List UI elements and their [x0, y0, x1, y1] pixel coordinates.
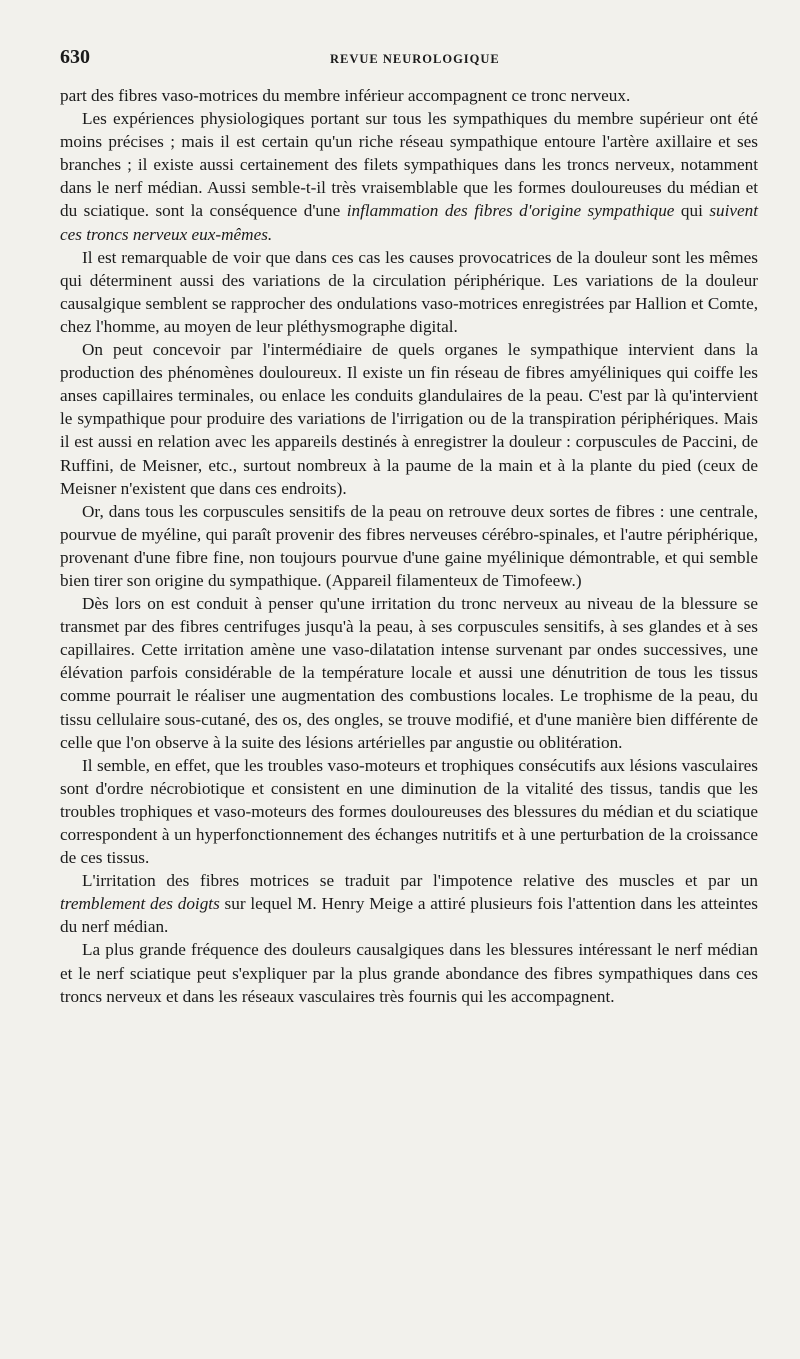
- paragraph: [60, 107, 758, 246]
- paragraph-text: Les expériences physiologiques portant sur tous les sympathiques du membre supérieur ont été moins précises ; mais il est certain qu'un riche réseau sympathique entoure l'artère axillaire et ses branches ; il existe aussi certainement des filets sympathiques dans les troncs nerveux, notamment dans le nerf médian. Aussi semble-t-il très vraisemblable que les formes douloureuses du médian et du sciatique. sont la conséquence d'une: [60, 109, 758, 221]
- paragraph-text: part des fibres vaso-motrices du membre inférieur accompagnent ce tronc nerveux.: [60, 86, 631, 105]
- paragraph: [60, 938, 758, 1007]
- paragraph: [60, 246, 758, 338]
- italic-text: suivent ces troncs nerveux eux-mêmes.: [60, 201, 759, 244]
- italic-text: inflammation des fibres d'origine sympathique: [346, 201, 675, 221]
- paragraph-text: Or, dans tous les corpuscules sensitifs de la peau on retrouve deux sortes de fibres : une centrale, pourvue de myéline, qui paraît provenir des fibres nerveuses cérébro-spinales, et l'autre périphérique, provenant d'une fibre fine, non toujours pourvue d'une gaine myélinique démontrable, et qui semble bien tirer son origine du sympathique. (Appareil filamenteux de Timofeew.): [60, 501, 758, 590]
- paragraph-text: L'irritation des fibres motrices se traduit par l'impotence relative des muscles et par un: [82, 871, 758, 891]
- paragraph-text: qui: [674, 201, 710, 221]
- page-header: [60, 46, 758, 74]
- paragraph: [60, 869, 758, 938]
- paragraph-text: sur lequel M. Henry Meige a attiré plusieurs fois l'attention dans les atteintes du nerf médian.: [60, 894, 758, 937]
- paragraph: [60, 500, 758, 592]
- paragraph: [60, 338, 758, 500]
- paragraph: [60, 754, 758, 869]
- running-title: REVUE NEUROLOGIQUE: [330, 52, 500, 66]
- paragraph-text: On peut concevoir par l'intermédiaire de quels organes le sympathique intervient dans la production des phénomènes douloureux. Il existe un fin réseau de fibres amyéliniques qui coiffe les anses capillaires terminales, ou enlace les conduits glandulaires de la peau. C'est par là qu'intervient le sympathique pour produire des variations de l'irrigation ou de la transpiration périphériques. Mais il est aussi en relation avec les appareils destinés à enregistrer la douleur : corpuscules de Paccini, de Ruffini, de Meisner, etc., surtout nombreux à la paume de la main et à la plante du pied (ceux de Meisner n'existent que dans ces endroits).: [60, 340, 758, 498]
- paragraph-text: Dès lors on est conduit à penser qu'une irritation du tronc nerveux au niveau de la blessure se transmet par des fibres centrifuges jusqu'à la peau, à ses corpuscules sensitifs, à ses glandes et à ses capillaires. Cette irritation amène une vaso-dilatation intense survenant par ondes successives, une élévation parfois considérable de la température locale et aussi une dénutrition de tous les tissus comme pourrait le réaliser une augmentation des combustions locales. Le trophisme de la peau, du tissu cellulaire sous-cutané, des os, des ongles, se trouve modifié, et d'une manière bien différente de celle que l'on observe à la suite des lésions artérielles par angustie ou oblitération.: [60, 594, 758, 752]
- paragraph: [60, 84, 758, 107]
- paragraph-text: Il est remarquable de voir que dans ces cas les causes provocatrices de la douleur sont les mêmes qui déterminent aussi des variations de la circulation périphérique. Les variations de la douleur causalgique semblent se rapprocher des ondulations vaso-motrices enregistrées par Hallion et Comte, chez l'homme, au moyen de leur pléthysmographe digital.: [60, 247, 758, 336]
- page-number: 630: [60, 46, 90, 68]
- body-text: [60, 84, 758, 1008]
- paragraph-text: La plus grande fréquence des douleurs causalgiques dans les blessures intéressant le nerf médian et le nerf sciatique peut s'expliquer par la plus grande abondance des fibres sympathiques dans ces troncs nerveux et dans les réseaux vasculaires très fournis qui les accompagnent.: [60, 940, 758, 1006]
- paragraph: [60, 592, 758, 754]
- italic-text: tremblement des doigts: [60, 894, 220, 914]
- paragraph-text: Il semble, en effet, que les troubles vaso-moteurs et trophiques consécutifs aux lésions vasculaires sont d'ordre nécrobiotique et consistent en une diminution de la vitalité des tissus, tandis que les troubles trophiques et vaso-moteurs des formes douloureuses des blessures du médian et du sciatique correspondent à un hyperfonctionnement des échanges nutritifs et à une perturbation de la croissance de ces tissus.: [60, 755, 758, 868]
